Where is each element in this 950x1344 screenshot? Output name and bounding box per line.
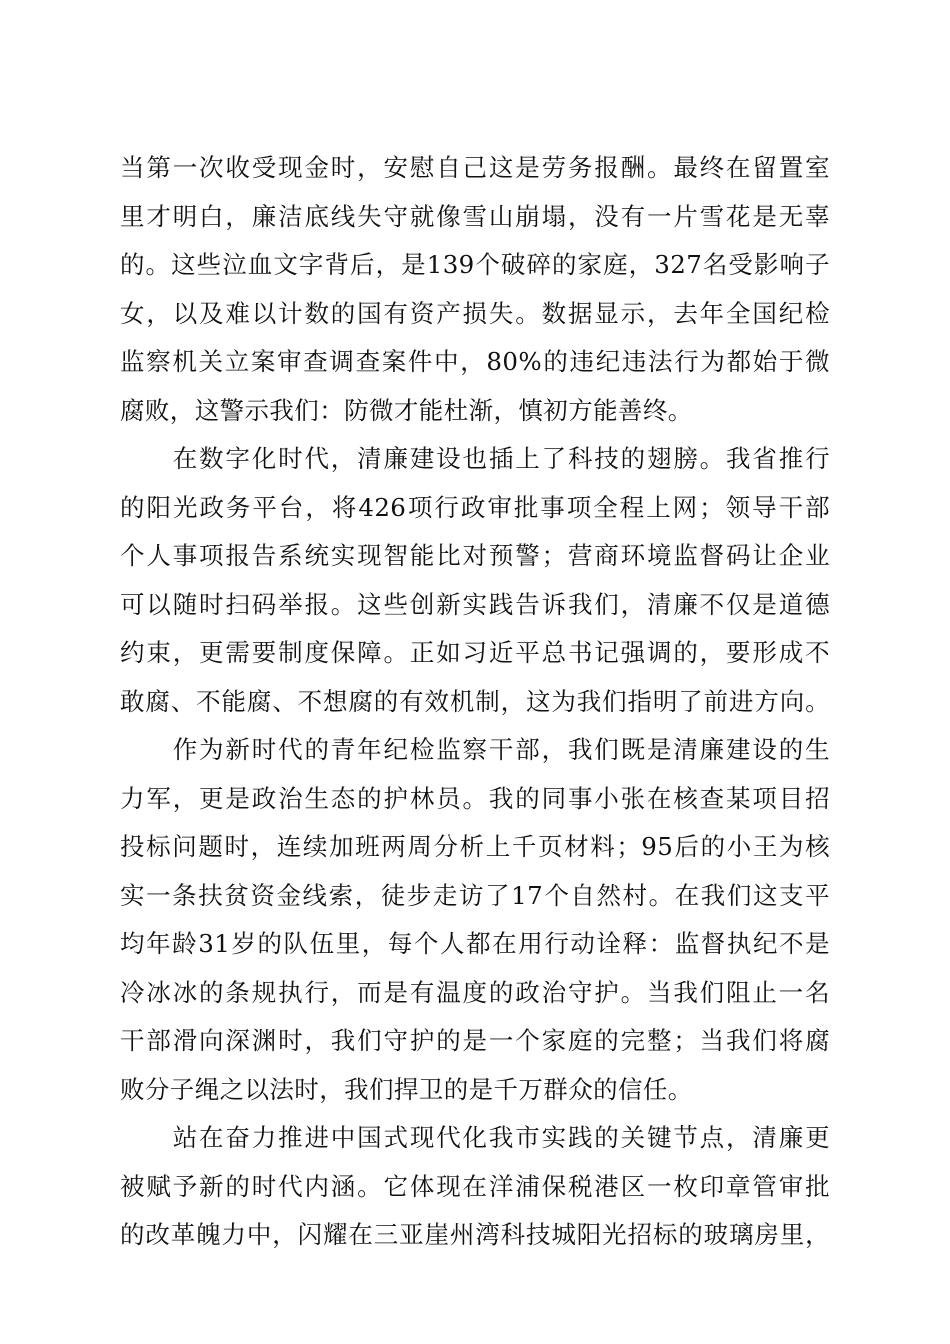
text-line: 被赋予新的时代内涵。它体现在洋浦保税港区一枚印章管审批: [120, 1171, 830, 1201]
text-line: 腐败，这警示我们：防微才能杜渐，慎初方能善终。: [120, 395, 693, 425]
text-line: 里才明白，廉洁底线失守就像雪山崩塌，没有一片雪花是无辜: [120, 201, 830, 231]
text-line: 站在奋力推进中国式现代化我市实践的关键节点，清廉更: [120, 1123, 830, 1152]
text-line: 可以随时扫码举报。这些创新实践告诉我们，清廉不仅是道德: [120, 589, 830, 619]
paragraph-1: [120, 144, 830, 435]
text-line: 冷冰冰的条规执行，而是有温度的政治守护。当我们阻止一名: [120, 977, 830, 1007]
text-line: 个人事项报告系统实现智能比对预警；营商环境监督码让企业: [120, 541, 830, 570]
text-line: 敢腐、不能腐、不想腐的有效机制，这为我们指明了前进方向。: [120, 686, 830, 716]
text-line: 当第一次收受现金时，安慰自己这是劳务报酬。最终在留置室: [120, 153, 830, 182]
paragraph-2: [120, 435, 830, 726]
text-line: 力军，更是政治生态的护林员。我的同事小张在核查某项目招: [120, 783, 830, 813]
text-line: 女，以及难以计数的国有资产损失。数据显示，去年全国纪检: [120, 298, 830, 328]
text-line: 的改革魄力中，闪耀在三亚崖州湾科技城阳光招标的玻璃房里，: [120, 1220, 830, 1249]
text-line: 投标问题时，连续加班两周分析上千页材料；95后的小王为核: [120, 832, 830, 861]
text-line: 作为新时代的青年纪检监察干部，我们既是清廉建设的生: [120, 735, 830, 764]
text-line: 干部滑向深渊时，我们守护的是一个家庭的完整；当我们将腐: [120, 1026, 830, 1055]
text-line: 败分子绳之以法时，我们捍卫的是千万群众的信任。: [120, 1074, 693, 1104]
text-line: 约束，更需要制度保障。正如习近平总书记强调的，要形成不: [120, 638, 830, 667]
text-line: 的阳光政务平台，将426项行政审批事项全程上网；领导干部: [120, 492, 830, 522]
text-line: 实一条扶贫资金线索，徒步走访了17个自然村。在我们这支平: [120, 880, 830, 910]
paragraph-3: [120, 726, 830, 1114]
document-body: [120, 144, 830, 1260]
text-line: 监察机关立案审查调查案件中，80%的违纪违法行为都始于微: [120, 347, 830, 376]
text-line: 均年龄31岁的队伍里，每个人都在用行动诠释：监督执纪不是: [120, 929, 830, 958]
text-line: 的。这些泣血文字背后，是139个破碎的家庭，327名受影响子: [120, 250, 830, 279]
paragraph-4: [120, 1114, 830, 1260]
text-line: 在数字化时代，清廉建设也插上了科技的翅膀。我省推行: [120, 444, 830, 473]
